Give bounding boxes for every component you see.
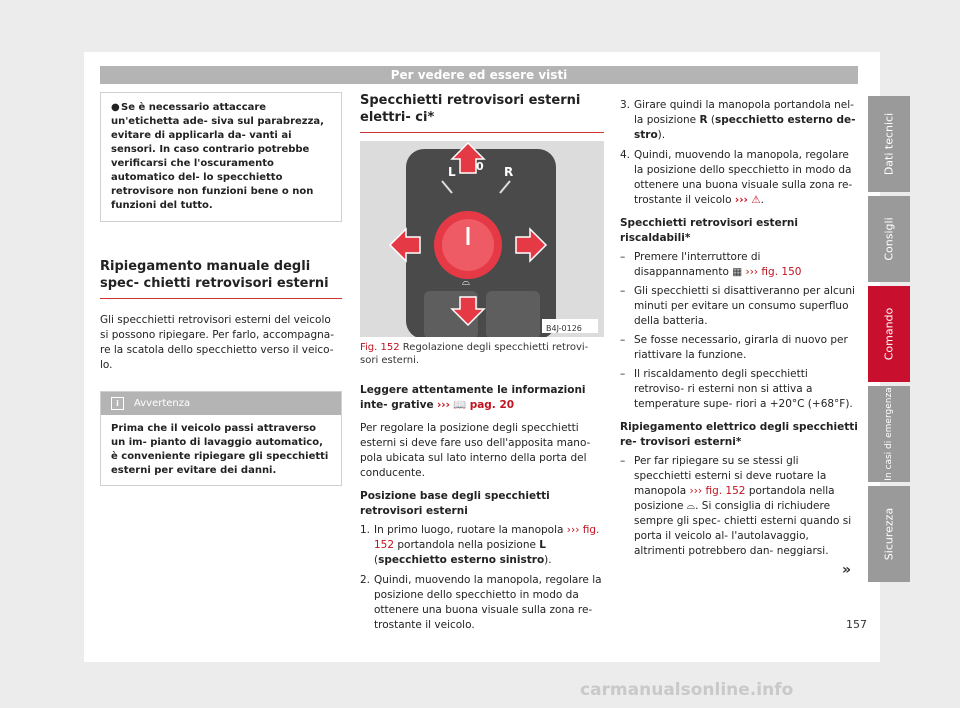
knob-label-l: L: [448, 165, 456, 179]
page-ref-link[interactable]: pag. 20: [469, 399, 515, 411]
mirror-fold-icon: ⌓: [462, 277, 470, 288]
tab-dati-tecnici[interactable]: Dati tecnici: [868, 96, 910, 192]
figure-mirror-knob: [360, 141, 604, 337]
warning-box: [100, 391, 342, 486]
steps-list-2: [620, 98, 858, 208]
column-middle: [360, 92, 604, 641]
steps-list-1: [360, 523, 604, 633]
defrost-icon: ▦: [732, 266, 743, 278]
tab-consigli[interactable]: Consigli: [868, 196, 910, 282]
list-item: – Gli specchietti si disattiveranno per alcuni minuti per evitare un consumo superfluo della batteria.: [620, 285, 855, 327]
manual-fold-body: Gli specchietti retrovisori esterni del veicolo si possono ripiegare. Per farlo, accompagna- re la scatola dello specchietto verso il veico- lo.: [100, 314, 335, 371]
subhead-base-position: Posizione base degli specchietti retrovisori esterni: [360, 490, 550, 517]
watermark: carmanualsonline.info: [580, 680, 794, 700]
lead-paragraph: Leggere attentamente le informazioni inte- grative ››› 📖 pag. 20: [360, 384, 586, 411]
figure-caption: [360, 341, 604, 367]
column-right: [620, 98, 858, 567]
list-item: – Se fosse necessario, girarla di nuovo per riattivare la funzione.: [620, 334, 848, 361]
intro-body: Per regolare la posizione degli specchietti esterni si deve fare uso dell'apposita mano- pola ubicata sul lato interno della porta del conducente.: [360, 422, 591, 479]
warning-triangle-icon: ⚠: [751, 194, 761, 206]
warning-header: [101, 392, 341, 415]
caption-fig-number: Fig. 152: [360, 342, 400, 353]
fig-ref-link[interactable]: ››› fig. 152: [689, 485, 746, 497]
section-title-electric: Specchietti retrovisori esterni elettri- ci*: [360, 92, 604, 133]
list-item: – Per far ripiegare su se stessi gli specchietti esterni si deve ruotare la manopola ››› fig. 152 portandola nella posizione ⌓. Si consiglia di richiudere sempre gli spec- chietti esterni quando si porta il veicolo al- l'autolavaggio, altrimenti potrebbero dan- neggiarsi.: [620, 455, 852, 557]
ref-arrow[interactable]: ›››: [436, 399, 450, 411]
caption-text: Regolazione degli specchietti retrovi- sori esterni.: [360, 342, 589, 366]
step-2: 2. Quindi, muovendo la manopola, regolare la posizione dello specchietto in modo da ottenere una buona visuale sulla zona re- trostante il veicolo.: [360, 574, 602, 631]
figure-code: B4J-0126: [546, 324, 582, 333]
note-box: [100, 92, 342, 222]
column-left: [100, 92, 342, 486]
step-4: 4. Quindi, muovendo la manopola, regolare la posizione dello specchietto in modo da ottenere una buona visuale sulla zona re- trostante il veicolo ››› ⚠.: [620, 149, 853, 206]
note-text: Se è necessario attaccare un'etichetta ade- siva sul parabrezza, evitare di applicarla da- vanti ai sensori. In caso contrario potrebbe verificarsi che l'oscuramento automatico del- lo specchietto retrovisore non funzioni bene o non funzioni del tutto.: [111, 102, 324, 211]
warning-body: Prima che il veicolo passi attraverso un im- pianto di lavaggio automatico, è conveniente ripiegare gli specchietti esterni per evitare dei danni.: [111, 423, 329, 476]
info-icon: i: [111, 397, 124, 410]
subhead-electric-fold: Ripiegamento elettrico degli specchietti re- trovisori esterni*: [620, 421, 858, 448]
heated-list: [620, 250, 858, 412]
page-number: 157: [846, 618, 867, 631]
step-3: 3. Girare quindi la manopola portandola nel- la posizione R (specchietto esterno de- stro).: [620, 99, 856, 141]
step-1: 1. In primo luogo, ruotare la manopola ››› fig. 152 portandola nella posizione L (specchietto esterno sinistro).: [360, 524, 600, 566]
knob-label-0: 0: [476, 160, 484, 173]
fig-ref-link[interactable]: ››› fig. 152: [374, 524, 600, 551]
warning-label: Avvertenza: [134, 398, 191, 409]
continue-marker: »: [842, 562, 852, 578]
knob-label-r: R: [504, 165, 514, 179]
list-item: – Premere l'interruttore di disappannamento ▦ ››› fig. 150: [620, 251, 802, 278]
tab-in-casi-di-emergenza[interactable]: In casi di emergenza: [868, 386, 910, 482]
fold-list: [620, 454, 858, 559]
mirror-fold-icon: ⌓: [686, 500, 696, 512]
list-item: – Il riscaldamento degli specchietti retroviso- ri esterni non si attiva a temperature supe- riori a +20°C (+68°F).: [620, 368, 853, 410]
tab-comando[interactable]: Comando: [868, 286, 910, 382]
fig-ref-link[interactable]: ››› fig. 150: [745, 266, 802, 278]
section-title-manual-fold: Ripiegamento manuale degli spec- chietti retrovisori esterni: [100, 258, 342, 299]
subhead-heated: Specchietti retrovisori esterni riscaldabili*: [620, 217, 798, 244]
ref-arrow[interactable]: ›››: [734, 194, 748, 206]
tab-sicurezza[interactable]: Sicurezza: [868, 486, 910, 582]
bullet-icon: ●: [111, 102, 120, 113]
running-header: Per vedere ed essere visti: [100, 66, 858, 84]
book-icon: 📖: [453, 399, 467, 411]
